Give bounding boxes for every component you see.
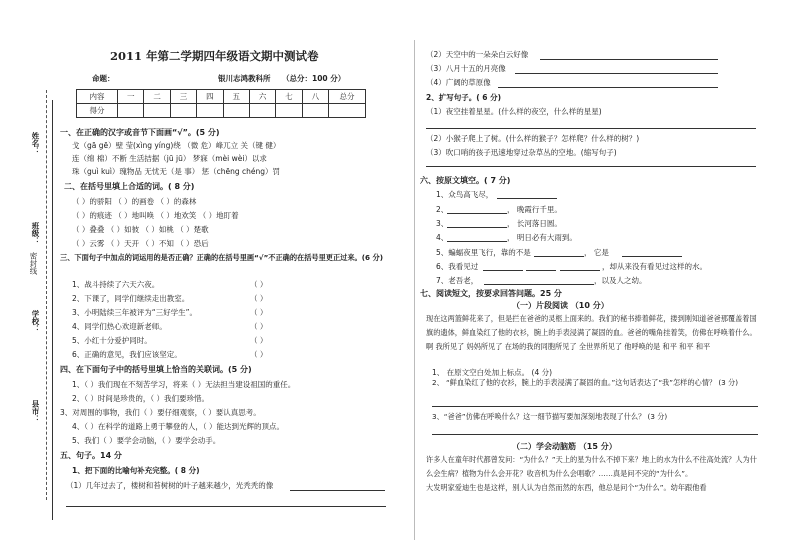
q2-row: （ ）叠叠 （ ）如彼 （ ）如桃 （ ）楚歌: [72, 225, 209, 234]
score-col: 三: [170, 90, 196, 104]
q3-item: 3、小明陆续三年被评为“三好学生”。: [72, 308, 198, 317]
score-table-score-row: [77, 104, 366, 118]
q6-tail: ， 长河落日圆。: [507, 219, 562, 228]
score-col: 八: [302, 90, 328, 104]
total-score-label: （总分：100 分）: [282, 74, 346, 83]
answer-line[interactable]: [426, 128, 756, 129]
q3-item: 5、小红十分爱护同时。: [72, 336, 152, 345]
q7-part1-heading: （一）片段阅读 （10 分）: [512, 301, 609, 310]
score-col: 七: [276, 90, 302, 104]
margin-rule: [52, 100, 53, 520]
q5-2c-prompt: （3）吹口哨的孩子迅速地穿过杂草丛的空地。(缩写句子): [426, 148, 617, 157]
q7-part2-heading: （二）学会动脑筋 （15 分）: [512, 442, 617, 451]
simile-prompt-2: （2）天空中的一朵朵白云好像: [426, 50, 529, 59]
q4-item: 5、我们（ ）要学会动脑，（ ）要学会动手。: [72, 436, 221, 445]
q2-row: （ ）云雾 （ ）天开 （ ）不知 （ ）恐后: [72, 239, 209, 248]
q3-item: 1、战斗持续了六天六夜。: [72, 280, 160, 289]
q6-tail: ， 明日必有大雨到。: [507, 233, 577, 242]
score-col: 五: [223, 90, 249, 104]
answer-line[interactable]: [432, 434, 758, 435]
q1-line-1: 戈（gā gē）壁 莹(xìng yíng)绕 （微 危）峰兀立 关（键 健）: [72, 141, 281, 150]
score-table: [76, 89, 366, 118]
answer-line[interactable]: [447, 227, 507, 228]
score-col: 六: [249, 90, 275, 104]
q6-tail: ， 它是: [584, 248, 609, 257]
county-field-label: 县市：: [31, 400, 40, 423]
q6-item: 7、老吾老，: [436, 276, 479, 285]
seal-dashed-line: [46, 90, 47, 500]
q1-line-2: 连（绵 棉）不断 生活拮据（jū jū） 梦寐（mèi wèi）以求: [72, 154, 267, 163]
page-title: 2011 年第二学期四年级语文期中测试卷: [110, 49, 319, 63]
q6-item: 4、: [436, 233, 449, 242]
q6-tail: ， 晚霞行千里。: [507, 205, 562, 214]
q7-passage-1: 现在这两篮鲜花来了，但是拦在爸爸的灵柩上面来的。我们的秘书捧着鲜花，搂到刚知道爸爸那覆盖着国旗的遗体，鲜血染红了他的衣衫，腕上的手表浸满了凝固的血。爸爸的嘴角挂着笑，仿佛在呼唤着什么。啊 我所见了 妈妈所见了 在场的我的同胞所见了 全世界所见了 他呼唤的是 和平 和平 和平: [426, 314, 757, 351]
answer-line[interactable]: [526, 270, 556, 271]
answer-line[interactable]: [483, 270, 523, 271]
q6-item: 6、我看见过: [436, 262, 479, 271]
q6-heading: 六、按原文填空。( 7 分): [420, 176, 511, 185]
q3-item-paren: （ ）: [250, 294, 268, 303]
q5-heading: 五、句子。14 分: [60, 451, 122, 460]
seal-line-label: 密封线: [29, 252, 38, 275]
score-cell[interactable]: [249, 104, 275, 118]
q2-row: （ ）的骄阳 （ ）的画卷 （ ）的森林: [72, 197, 197, 206]
answer-line[interactable]: [66, 506, 386, 507]
q7-passage-3: 大发明家爱迪生也是这样，别人认为自然而然的东西，他总是问个“为什么”。幼年跟他看: [426, 483, 707, 492]
school-field-label: 学校：: [31, 310, 40, 333]
score-cell[interactable]: [329, 104, 366, 118]
q4-item: 4、（ ）在科学的道路上勇于攀登的人，（ ）能达到光辉的顶点。: [72, 422, 285, 431]
score-cell[interactable]: [144, 104, 170, 118]
q1-line-3: 珠（guì kuì）瑰物品 无忧无（是 事） 惩（chēng chéng）罚: [72, 167, 280, 176]
answer-line[interactable]: [540, 59, 718, 60]
simile-prompt-4: （4）广阔的草原像: [426, 78, 491, 87]
answer-line[interactable]: [484, 284, 594, 285]
class-field-label: 班级：: [31, 222, 40, 245]
q3-item: 4、同学们热心欢迎新老师。: [72, 322, 167, 331]
answer-line[interactable]: [447, 241, 507, 242]
answer-line[interactable]: [447, 213, 507, 214]
q2-heading: 二、在括号里填上合适的词。( 8 分): [64, 182, 195, 191]
q6-tail: ，却从来没有看见过这样的水。: [602, 262, 707, 271]
q6-item: 5、蝙蝠夜里飞行，靠的不是: [436, 248, 531, 257]
q1-heading: 一、在正确的汉字或音节下面画“√”。(5 分): [60, 128, 220, 137]
q3-item: 2、下课了，同学们继续走出教室。: [72, 294, 190, 303]
answer-line[interactable]: [432, 406, 758, 407]
score-table-header-row: [77, 90, 366, 104]
q5-1-heading: 1、把下面的比喻句补充完整。( 8 分): [72, 466, 200, 475]
q6-item: 3、: [436, 219, 449, 228]
score-col: 一: [118, 90, 144, 104]
score-col: 四: [197, 90, 223, 104]
column-divider: [414, 40, 415, 540]
score-cell[interactable]: [118, 104, 144, 118]
q6-item: 2、: [436, 205, 449, 214]
score-col: 二: [144, 90, 170, 104]
name-field-label: 姓名：: [31, 132, 40, 155]
q4-item: 2、（ ）时间是珍贵的，（ ）我们要珍惜。: [72, 394, 210, 403]
q5-2a-prompt: （1）夜空挂着星星。(什么样的夜空，什么样的星星): [426, 107, 602, 116]
q4-item: 1、（ ）我们现在不刻苦学习，将来（ ）无法担当建设祖国的重任。: [72, 380, 296, 389]
answer-line[interactable]: [290, 490, 385, 491]
q3-item-paren: （ ）: [250, 308, 268, 317]
q3-item-paren: （ ）: [250, 350, 268, 359]
score-cell[interactable]: [223, 104, 249, 118]
q7-passage-2: 许多人在童年时代都曾发问：“为什么？”天上的星为什么不掉下来？地上的水为什么不往高处流？人为什么会生病？植物为什么会开花？收音机为什么会唱歌？……真是问不完的“为什么”。: [426, 455, 757, 478]
q6-item: 1、众鸟高飞尽，: [436, 190, 494, 199]
answer-line[interactable]: [560, 270, 600, 271]
q3-heading: 三、下面句子中加点的词运用的是否正确？正确的在括号里画“√”不正确的在括号里更正过来。(6 分): [60, 253, 384, 262]
q4-item: 3、对周围的事物，我们（ ）要仔细观察，（ ）要认真思考。: [60, 408, 261, 417]
q7-heading: 七、阅读短文，按要求回答问题。25 分: [420, 289, 562, 298]
q3-item-paren: （ ）: [250, 336, 268, 345]
answer-line[interactable]: [534, 256, 584, 257]
score-cell[interactable]: [170, 104, 196, 118]
q5-2b-prompt: （2）小猴子爬上了树。(什么样的猴子？怎样爬？什么样的树？): [426, 134, 640, 143]
q3-item-paren: （ ）: [250, 280, 268, 289]
answer-line[interactable]: [497, 198, 557, 199]
answer-line[interactable]: [515, 73, 718, 74]
answer-line[interactable]: [426, 166, 756, 167]
q7-question-2: 2、 “鲜血染红了他的衣衫，腕上的手表浸满了凝固的血。”这句话表达了“我”怎样的心情？ (3 分): [432, 378, 739, 387]
q7-question-1: 1、 在原文空白处加上标点。 (4 分): [432, 368, 553, 377]
simile-prompt-3: （3）八月十五的月亮像: [426, 64, 506, 73]
q3-item: 6、正确的意见，我们应该坚定。: [72, 350, 182, 359]
q3-item-paren: （ ）: [250, 322, 268, 331]
answer-line[interactable]: [498, 87, 718, 88]
q4-heading: 四、在下面句子中的括号里填上恰当的关联词。(5 分): [60, 365, 252, 374]
score-col-total: 总分: [329, 90, 366, 104]
author-label: 命题：: [92, 74, 115, 83]
q2-row: （ ）的痕迹 （ ）地叫唤 （ ）地欢笑 （ ）地盯着: [72, 211, 239, 220]
q6-tail: ，以及人之幼。: [594, 276, 647, 285]
author-name: 银川志鸿教科所: [218, 74, 271, 83]
score-row-label: 得分: [77, 104, 118, 118]
score-col-label: 内容: [77, 90, 118, 104]
q5-1a-prompt: （1）几年过去了，楼树和苔树树的叶子越来越少，光秃秃的像: [66, 481, 274, 490]
score-cell[interactable]: [276, 104, 302, 118]
answer-line[interactable]: [622, 256, 682, 257]
score-cell[interactable]: [302, 104, 328, 118]
q5-2-heading: 2、扩写句子。( 6 分): [426, 93, 502, 102]
q7-question-3: 3、“爸爸”仿佛在呼唤什么？这一细节描写要加深刻地表现了什么？ (3 分): [432, 412, 668, 421]
score-cell[interactable]: [197, 104, 223, 118]
